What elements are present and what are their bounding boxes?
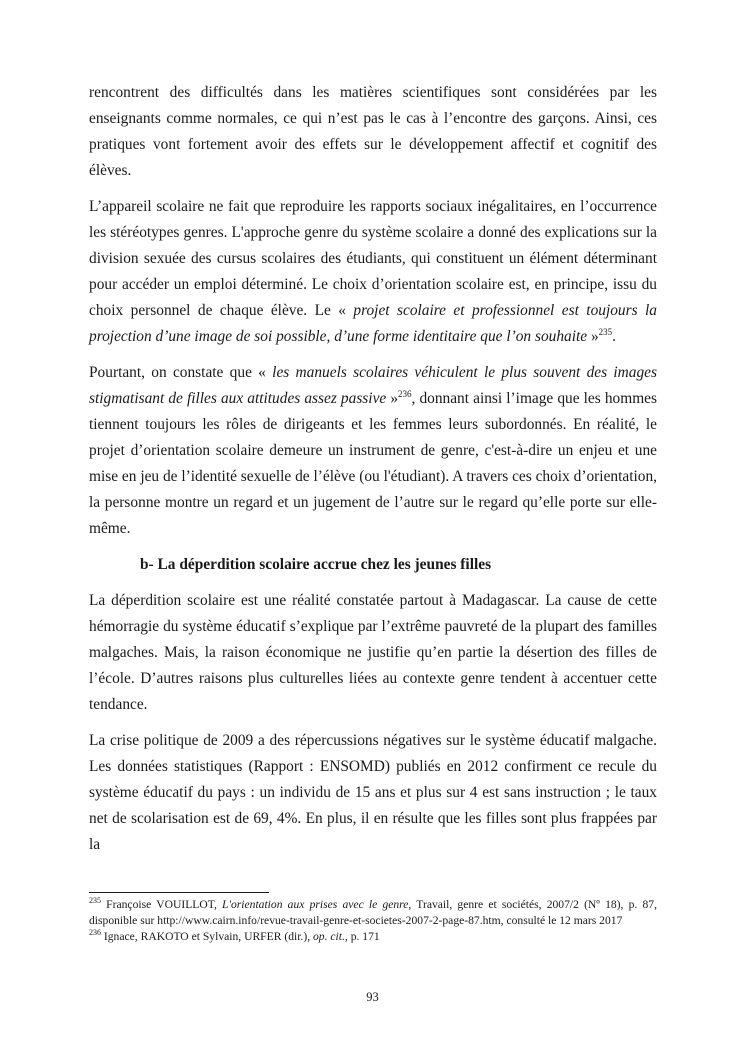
section-subheading: b- La déperdition scolaire accrue chez les jeunes filles [140,556,492,573]
paragraph-3 [89,360,657,542]
paragraph-3-end: , donnant ainsi l’image que les hommes tiennent toujours les rôles de dirigeants et les femmes leurs subordonnés. En réalité, le projet d’orientation scolaire demeure un instrument de genre, c'est-à-dire un enjeu et une mise en jeu de l’identité sexuelle de l’élève (ou l'étudiant). A travers ces choix d’orientation, la personne montre un regard et un jugement de l’autre sur le regard qu’elle porte sur elle-même. [89,390,657,537]
footnote-separator [89,892,269,893]
paragraph-1: rencontrent des difficultés dans les matières scientifiques sont considérées par les enseignants comme normales, ce qui n’est pas le cas à l’encontre des garçons. Ainsi, ces pratiques vont fortement avoir des effets sur le développement affectif et cognitif des élèves. [89,84,657,179]
paragraph-2-end: . [612,328,617,345]
body-text [89,80,657,868]
paragraph-2-quote-close: » [587,328,599,345]
paragraph-3-quote-close: » [386,390,399,407]
footnote-236-number: 236 [89,928,101,938]
footnote-ref-235[interactable]: 235 [598,326,613,337]
paragraph-3-text: Pourtant, on constate que « [89,364,273,381]
footnote-ref-236[interactable]: 236 [398,388,412,399]
footnotes [89,897,657,945]
footnote-236-author: Ignace, RAKOTO et Sylvain, URFER (dir.), [101,930,313,943]
footnote-235 [89,897,657,929]
paragraph-2-quote: projet scolaire et professionnel est toujours la projection d’une image de soi possible, d’une forme identitaire que l’on souhaite [89,302,657,345]
footnote-235-rest: , Travail, genre et sociétés, 2007/2 (Nº 18), p. 87, disponible sur http://www.cairn.info/revue-travail-genre-et-societes-2007-2-page-87.htm, consulté le 12 mars 2017 [89,898,657,927]
footnote-236-title: op. cit. [313,930,345,943]
footnote-235-number: 235 [89,896,101,906]
paragraph-4: La déperdition scolaire est une réalité constatée partout à Madagascar. La cause de cette hémorragie du système éducatif s’explique par l’extrême pauvreté de la plupart des familles malgaches. Mais, la raison économique ne justifie qu’en partie la désertion des filles de l’école. D’autres raisons plus culturelles liées au contexte genre tendent à accentuer cette tendance. [89,592,657,713]
footnote-236-rest: , p. 171 [344,930,380,943]
paragraph-2 [89,194,657,350]
paragraph-2-text: L’appareil scolaire ne fait que reproduire les rapports sociaux inégalitaires, en l’occurrence les stéréotypes genres. L'approche genre du système scolaire a donné des explications sur la division sexuée des cursus scolaires des étudiants, qui constituent un élément déterminant pour accéder un emploi déterminé. Le choix d’orientation scolaire est, en principe, issu du choix personnel de chaque élève. Le « [89,198,657,319]
page-number: 93 [366,990,379,1004]
footnote-235-title: L'orientation aux prises avec le genre [222,898,409,911]
paragraph-3-quote: les manuels scolaires véhiculent le plus souvent des images stigmatisant de filles aux attitudes assez passive [89,364,657,407]
footnote-235-author: Françoise VOUILLOT, [101,898,223,911]
footnote-236 [89,929,657,945]
paragraph-5: La crise politique de 2009 a des répercussions négatives sur le système éducatif malgache. Les données statistiques (Rapport : ENSOMD) publiés en 2012 confirment ce recule du système éducatif du pays : un individu de 15 ans et plus sur 4 est sans instruction ; le taux net de scolarisation est de 69, 4%. En plus, il en résulte que les filles sont plus frappées par la [89,732,657,853]
